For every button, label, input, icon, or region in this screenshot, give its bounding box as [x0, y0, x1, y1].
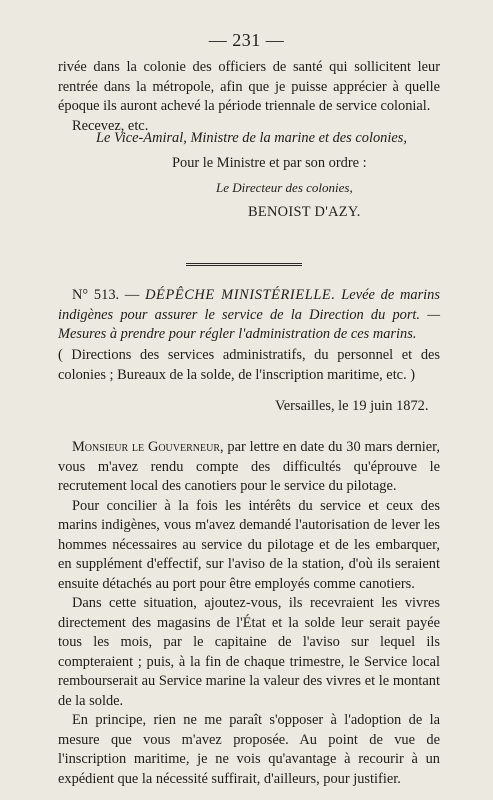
letter-paragraph-1: [58, 438, 440, 497]
letter-paragraph-3: Dans cette situation, ajoutez-vous, ils recevraient les vivres directement des magasins de l'État et la solde leur serait payée tous les mois, par le capitaine de l'aviso sur lequel ils compteraient ; puis, à la fin de chaque trimestre, le Service local rembourserait au Service marine la valeur des vivres et le montant de la solde.: [58, 595, 440, 709]
section-divider: [186, 263, 302, 266]
dispatch-kind: DÉPÊCHE MINISTÉRIELLE.: [145, 287, 336, 303]
letter-p1-text: par lettre en date du 30 mars dernier, vous m'avez rendu compte des difficultés qu'éprouve le recrutement local des canotiers pour le service du pilotage.: [58, 439, 440, 494]
dispatch-addressees: ( Directions des services administratifs, du personnel et des colonies ; Bureaux de la solde, de l'inscription maritime, etc. ): [58, 347, 440, 383]
dispatch-place-date: Versailles, le 19 juin 1872.: [275, 398, 429, 414]
salutation: Monsieur le Gouverneur,: [72, 439, 224, 455]
signature-author: Le Vice-Amiral, Ministre de la marine et des colonies,: [96, 130, 407, 146]
signature-name: BENOIST D'AZY.: [248, 204, 361, 220]
dispatch-heading: [58, 286, 440, 345]
signature-for-minister: Pour le Ministre et par son ordre :: [172, 155, 367, 171]
dispatch-number: N° 513. —: [72, 287, 140, 303]
letter-paragraph-2: Pour concilier à la fois les intérêts du service et ceux des marins indigènes, vous m'avez demandé l'autorisation de lever les hommes nécessaires au service du pilotage et de les embarquer, en supplément d'effectif, sur l'aviso de la station, d'où ils seraient ensuite détachés au port pour être employés comme canotiers.: [58, 497, 440, 592]
closing-formula: Recevez, etc.: [72, 117, 149, 134]
page-number: — 231 —: [208, 30, 285, 50]
letter-body: [58, 438, 440, 789]
opening-paragraph: [58, 58, 440, 136]
opening-text: rivée dans la colonie des officiers de santé qui sollicitent leur rentrée dans la métropole, afin que je puisse apprécier à quelle époque ils auront achevé la période triennale de service colonial.: [58, 59, 440, 114]
signature-title: Le Directeur des colonies,: [216, 180, 353, 195]
letter-paragraph-4: En principe, rien ne me paraît s'opposer à l'adoption de la mesure que vous m'avez proposée. Au point de vue de l'inscription maritime, je ne vois qu'avantage à recourir à un expédient que la nécessité suffirait, d'ailleurs, pour justifier.: [58, 712, 440, 787]
dispatch-subject: Levée de marins indigènes pour assurer le service de la Direction du port. — Mesures à prendre pour régler l'administration de ces marins.: [58, 287, 440, 342]
